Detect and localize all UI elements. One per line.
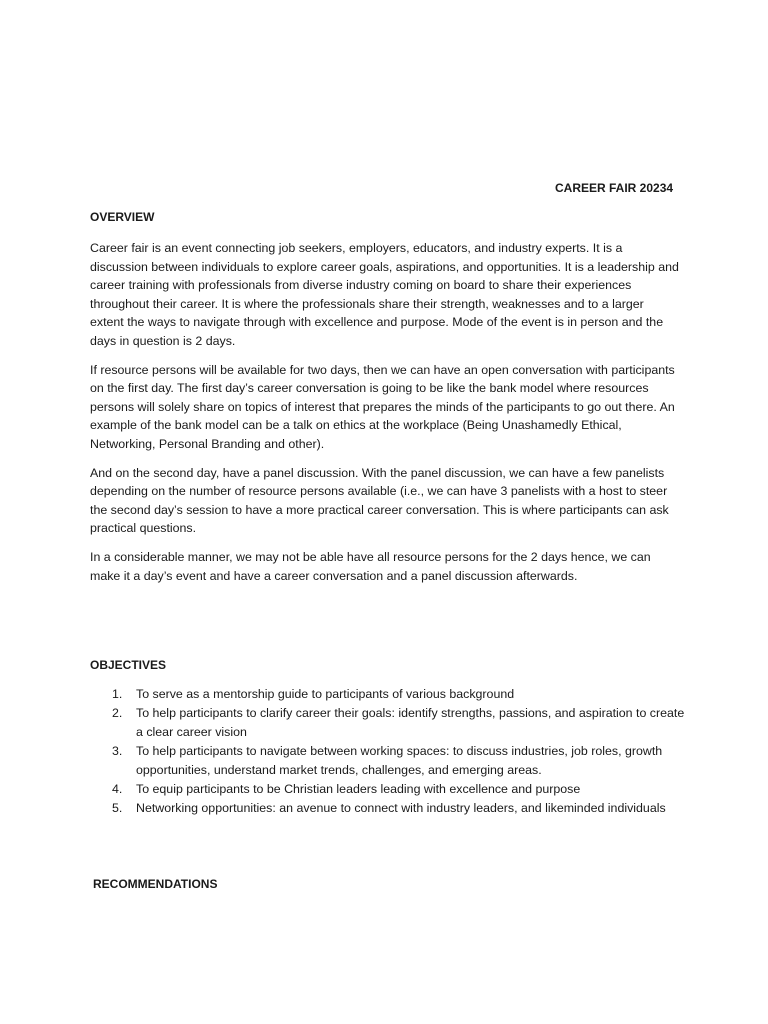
list-item: [90, 780, 686, 799]
list-item: [90, 742, 686, 780]
list-number: 4.: [112, 782, 123, 796]
document-title: CAREER FAIR 20234: [555, 181, 674, 195]
paragraph: Career fair is an event connecting job seekers, employers, educators, and industry experts. It is a discussion between individuals to explore career goals, aspirations, and opportunities. It is a leadership and career training with professionals from diverse industry coming on board to share their experiences throughout their career. It is where the professionals share their strength, weaknesses and to a larger extent the ways to navigate through with excellence and purpose. Mode of the event is in person and the days in question is 2 days.: [90, 241, 679, 348]
list-item: [90, 704, 686, 742]
list-text: Networking opportunities: an avenue to connect with industry leaders, and likeminded individuals: [136, 801, 666, 815]
paragraph: In a considerable manner, we may not be able have all resource persons for the 2 days hence, we can make it a day’s event and have a career conversation and a panel discussion afterwards.: [90, 549, 651, 583]
list-number: 5.: [112, 801, 123, 815]
overview-heading: OVERVIEW: [90, 210, 155, 224]
list-item: [90, 799, 686, 818]
list-number: 2.: [112, 706, 123, 720]
list-text: To equip participants to be Christian leaders leading with excellence and purpose: [136, 782, 581, 796]
list-text: To help participants to clarify career their goals: identify strengths, passions, and aspiration to create a clear career vision: [136, 706, 685, 739]
list-number: 3.: [112, 744, 123, 758]
list-text: To help participants to navigate between working spaces: to discuss industries, job roles, growth opportunities, understand market trends, challenges, and emerging areas.: [136, 744, 663, 777]
recommendations-heading: RECOMMENDATIONS: [93, 877, 218, 891]
objectives-list: [90, 685, 686, 818]
list-text: To serve as a mentorship guide to participants of various background: [136, 687, 515, 701]
list-item: [90, 685, 686, 704]
paragraph: If resource persons will be available for two days, then we can have an open conversation with participants on the first day. The first day’s career conversation is going to be like the bank model where resources persons will solely share on topics of interest that prepares the minds of the participants to go out there. An example of the bank model can be a talk on ethics at the workplace (Being Unashamedly Ethical, Networking, Personal Branding and other).: [90, 362, 675, 451]
list-number: 1.: [112, 687, 123, 701]
objectives-heading: OBJECTIVES: [90, 658, 167, 672]
overview-body: [90, 239, 680, 595]
paragraph: And on the second day, have a panel discussion. With the panel discussion, we can have a few panelists depending on the number of resource persons available (i.e., we can have 3 panelists with a host to steer the second day’s session to have a more practical career conversation. This is where participants can ask practical questions.: [90, 465, 669, 536]
